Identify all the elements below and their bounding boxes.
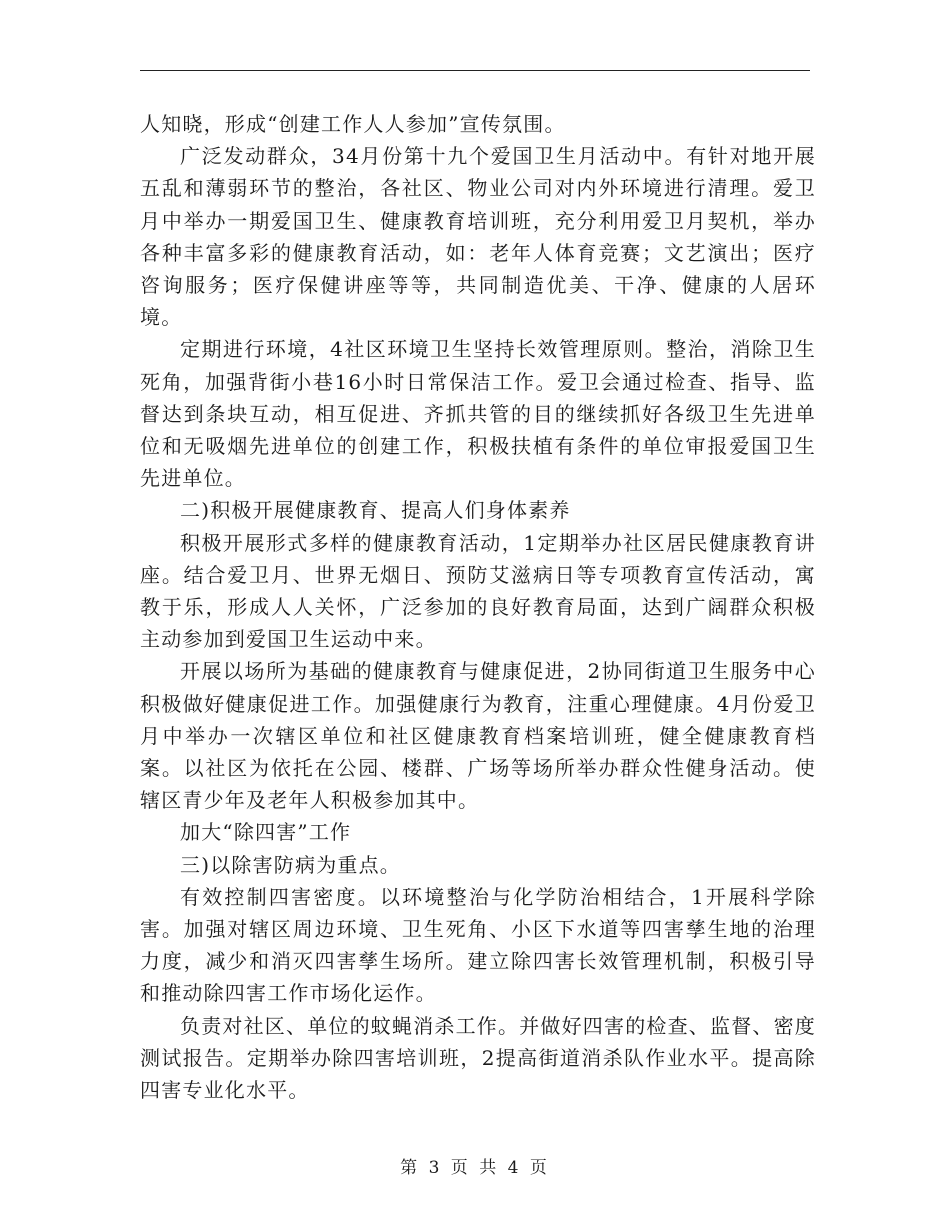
paragraph: 开展以场所为基础的健康教育与健康促进，2协同街道卫生服务中心积极做好健康促进工作。加强健康行为教育，注重心理健康。4月份爱卫月中举办一次辖区单位和社区健康教育档案培训班，健全健康教育档案。以社区为依托在公园、楼群、广场等场所举办群众性健身活动。使辖区青少年及老年人积极参加其中。 [140, 659, 816, 813]
document-body [140, 108, 816, 1106]
paragraph: 积极开展形式多样的健康教育活动，1定期举办社区居民健康教育讲座。结合爱卫月、世界无烟日、预防艾滋病日等专项教育宣传活动，寓教于乐，形成人人关怀，广泛参加的良好教育局面，达到广阔群众积极主动参加到爱国卫生运动中来。 [140, 530, 816, 652]
paragraph: 加大“除四害”工作 [180, 820, 352, 845]
paragraph: 人知晓，形成“创建工作人人参加”宣传氛围。 [140, 112, 566, 136]
section-heading: 三)以除害防病为重点。 [180, 852, 402, 877]
paragraph: 广泛发动群众，34月份第十九个爱国卫生月活动中。有针对地开展五乱和薄弱环节的整治，各社区、物业公司对内外环境进行清理。爱卫月中举办一期爱国卫生、健康教育培训班，充分利用爱卫月契机，举办各种丰富多彩的健康教育活动，如：老年人体育竞赛；文艺演出；医疗咨询服务；医疗保健讲座等等，共同制造优美、干净、健康的人居环境。 [140, 144, 816, 330]
header-rule [140, 70, 810, 71]
paragraph: 定期进行环境，4社区环境卫生坚持长效管理原则。整治，消除卫生死角，加强背街小巷16小时日常保洁工作。爱卫会通过检查、指导、监督达到条块互动，相互促进、齐抓共管的目的继续抓好各级卫生先进单位和无吸烟先进单位的创建工作，积极扶植有条件的单位审报爱国卫生先进单位。 [140, 337, 816, 491]
paragraph: 有效控制四害密度。以环境整治与化学防治相结合，1开展科学除害。加强对辖区周边环境、卫生死角、小区下水道等四害孳生地的治理力度，减少和消灭四害孳生场所。建立除四害长效管理机制，积极引导和推动除四害工作市场化运作。 [140, 884, 816, 1006]
paragraph: 负责对社区、单位的蚊蝇消杀工作。并做好四害的检查、监督、密度测试报告。定期举办除四害培训班，2提高街道消杀队作业水平。提高除四害专业化水平。 [140, 1013, 816, 1103]
page-number: 第 3 页 共 4 页 [400, 1158, 550, 1178]
section-heading: 二)积极开展健康教育、提高人们身体素养 [180, 498, 571, 523]
